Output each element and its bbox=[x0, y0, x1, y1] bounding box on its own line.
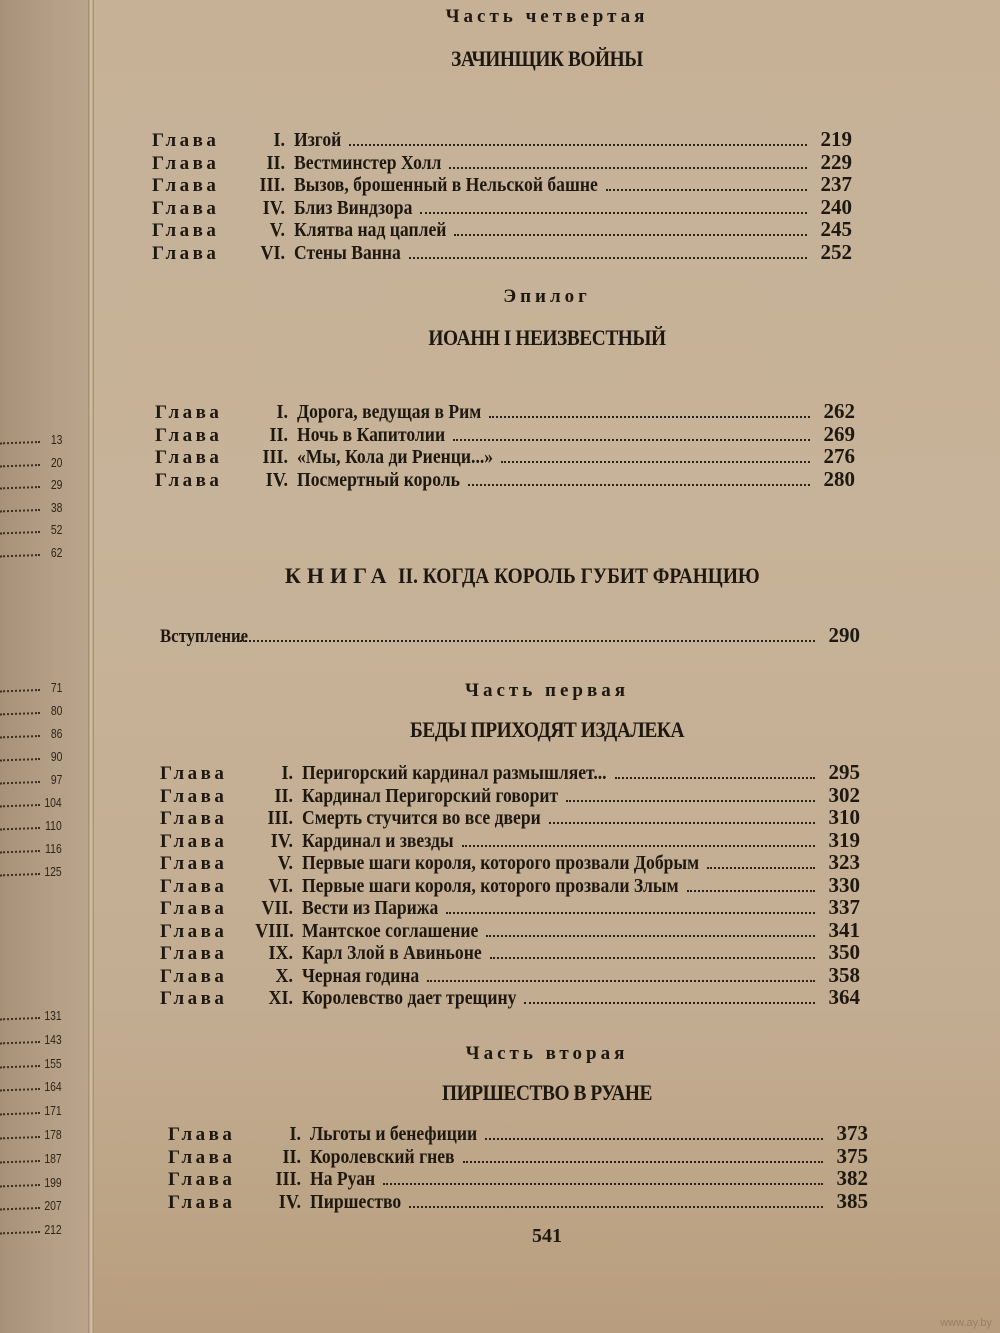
left-page-number: 86 bbox=[50, 726, 62, 741]
toc-entry-title: На Руан bbox=[310, 1168, 376, 1190]
toc-leader-dots bbox=[566, 800, 815, 802]
left-page-leader-dots bbox=[0, 1041, 40, 1044]
toc-entry-glava: Глава bbox=[160, 898, 228, 919]
toc-entry[interactable] bbox=[168, 1121, 868, 1144]
toc-entry-glava: Глава bbox=[160, 830, 228, 852]
left-page-leader-dots bbox=[0, 1231, 40, 1234]
toc-leader-dots bbox=[449, 167, 807, 169]
left-page-entry bbox=[0, 540, 62, 560]
left-page-entry bbox=[0, 1122, 62, 1142]
part1-heading bbox=[94, 680, 1000, 702]
left-page-number: 131 bbox=[44, 1008, 62, 1023]
toc-leader-dots bbox=[501, 461, 810, 463]
toc-entry-title: Вестминстер Холл bbox=[294, 151, 442, 174]
left-page-entry bbox=[0, 1051, 62, 1071]
left-page-leader-dots bbox=[0, 873, 40, 876]
toc-leader-dots bbox=[490, 957, 815, 959]
toc-entry-page: 302 bbox=[828, 782, 860, 807]
left-page-leader-dots bbox=[0, 689, 40, 692]
toc-entry-title: Смерть стучится во все двери bbox=[302, 807, 541, 829]
toc-entry-title: Посмертный король bbox=[297, 468, 460, 491]
toc-entry-page: 364 bbox=[828, 985, 860, 1009]
toc-entry-number: I. bbox=[276, 401, 288, 423]
toc-entry-number: VII. bbox=[261, 897, 293, 919]
toc-entry-title: Первые шаги короля, которого прозвали Добрым bbox=[302, 852, 700, 874]
epilogue-title-wrap bbox=[94, 325, 1000, 351]
toc-leader-dots bbox=[453, 439, 810, 441]
left-page-number: 207 bbox=[44, 1198, 62, 1214]
part2-title-wrap bbox=[94, 1080, 1000, 1106]
toc-leader-dots bbox=[524, 1002, 815, 1004]
toc-leader-dots bbox=[485, 1138, 823, 1140]
toc-entry-title: Пиршество bbox=[310, 1190, 402, 1213]
toc-entry-page: 262 bbox=[823, 399, 855, 423]
left-page-leader-dots bbox=[0, 554, 40, 557]
toc-leader-dots bbox=[549, 822, 815, 824]
toc-entry-title: Стены Ванна bbox=[294, 241, 401, 264]
toc-entry-title: Клятва над цаплей bbox=[294, 219, 447, 241]
epilogue-label: Эпилог bbox=[503, 286, 591, 307]
toc-entry-page: 280 bbox=[823, 466, 855, 491]
toc-entry-number: IX. bbox=[268, 942, 293, 964]
toc-entry[interactable] bbox=[160, 940, 860, 963]
toc-leader-dots bbox=[462, 845, 815, 847]
toc-entry-number: VI. bbox=[260, 241, 285, 264]
toc-leader-dots bbox=[489, 416, 810, 418]
left-page-entry bbox=[0, 1170, 62, 1190]
left-page-number: 199 bbox=[44, 1174, 62, 1190]
part4-title: ЗАЧИНЩИК ВОЙНЫ bbox=[451, 46, 643, 71]
toc-entry[interactable] bbox=[160, 850, 860, 873]
toc-entry[interactable] bbox=[160, 985, 860, 1008]
toc-entry[interactable] bbox=[160, 873, 860, 896]
left-page-leader-dots bbox=[0, 1088, 40, 1091]
left-page-leader-dots bbox=[0, 1207, 40, 1210]
epilogue-title: ИОАНН I НЕИЗВЕСТНЫЙ bbox=[428, 325, 666, 350]
toc-entry-page: 240 bbox=[820, 194, 852, 219]
left-page-number: 20 bbox=[50, 454, 62, 470]
toc-leader-dots bbox=[707, 867, 815, 869]
toc-entry-title: Карл Злой в Авиньоне bbox=[302, 942, 482, 964]
left-page-leader-dots bbox=[0, 850, 40, 853]
toc-entry-glava: Глава bbox=[160, 808, 228, 829]
toc-leader-dots bbox=[409, 257, 807, 259]
left-page-leader-dots bbox=[0, 1184, 40, 1187]
toc-entry-number: III. bbox=[275, 1168, 301, 1190]
toc-entry-glava: Глава bbox=[160, 965, 228, 987]
toc-entry-page: 319 bbox=[828, 827, 860, 852]
toc-leader-dots bbox=[240, 640, 815, 642]
left-page-number: 171 bbox=[44, 1103, 62, 1119]
toc-entry-number: IV. bbox=[265, 468, 288, 491]
toc-entry-title: Дорога, ведущая в Рим bbox=[297, 401, 482, 423]
toc-entry-title: Изгой bbox=[294, 129, 342, 151]
toc-entry-page: 276 bbox=[823, 444, 855, 468]
left-page-number: 155 bbox=[44, 1055, 62, 1071]
toc-entry-title: «Мы, Кола ди Риенци...» bbox=[297, 446, 494, 468]
toc-entry[interactable] bbox=[152, 240, 852, 263]
left-page-entry bbox=[0, 1193, 62, 1213]
left-page-entry bbox=[0, 1098, 62, 1118]
toc-entry-page: 269 bbox=[823, 421, 855, 446]
part1-chapter-list bbox=[160, 760, 860, 1008]
toc-entry-title: Кардинал Перигорский говорит bbox=[302, 784, 559, 807]
toc-entry-number: V. bbox=[277, 852, 293, 874]
toc-entry-number: IV. bbox=[270, 829, 293, 852]
toc-entry[interactable] bbox=[168, 1166, 868, 1189]
toc-entry-number: II. bbox=[282, 1145, 301, 1168]
toc-entry[interactable] bbox=[160, 805, 860, 828]
left-page-entry bbox=[0, 1074, 62, 1094]
toc-leader-dots bbox=[383, 1183, 823, 1185]
book2-prefix: КНИГА bbox=[284, 563, 393, 588]
left-page-leader-dots bbox=[0, 781, 40, 784]
left-page-number: 164 bbox=[44, 1079, 62, 1095]
part2-title: ПИРШЕСТВО В РУАНЕ bbox=[442, 1080, 652, 1105]
toc-entry-title: Первые шаги короля, которого прозвали Злым bbox=[302, 874, 679, 897]
toc-entry-glava: Глава bbox=[168, 1124, 236, 1145]
toc-leader-dots bbox=[468, 484, 810, 486]
epilogue-heading bbox=[94, 286, 1000, 308]
toc-entry-page: 373 bbox=[836, 1121, 868, 1145]
toc-leader-dots bbox=[606, 189, 807, 191]
toc-entry-glava: Глава bbox=[152, 152, 220, 174]
toc-entry-glava: Глава bbox=[155, 424, 223, 446]
left-page-entry bbox=[0, 450, 62, 470]
toc-entry-number: VIII. bbox=[255, 919, 294, 942]
toc-entry-title: Ночь в Капитолии bbox=[297, 423, 446, 446]
left-page-leader-dots bbox=[0, 509, 40, 512]
toc-entry-glava: Глава bbox=[168, 1191, 236, 1213]
part1-title: БЕДЫ ПРИХОДЯТ ИЗДАЛЕКА bbox=[409, 717, 685, 742]
toc-entry-page: 337 bbox=[828, 895, 860, 919]
toc-entry[interactable] bbox=[155, 444, 855, 467]
toc-entry-number: III. bbox=[259, 174, 285, 196]
left-page-leader-dots bbox=[0, 1017, 40, 1020]
toc-entry-page: 290 bbox=[828, 623, 860, 647]
left-page-entry bbox=[0, 517, 62, 537]
left-page-leader-dots bbox=[0, 1065, 40, 1068]
toc-entry-number: IV. bbox=[262, 196, 285, 219]
toc-entry[interactable] bbox=[155, 422, 855, 445]
watermark: www.ay.by bbox=[940, 1317, 992, 1329]
left-page-entry bbox=[0, 744, 62, 764]
left-page-leader-dots bbox=[0, 827, 40, 830]
left-page-leader-dots bbox=[0, 735, 40, 738]
toc-entry-title: Черная година bbox=[302, 964, 420, 987]
toc-entry-number: II. bbox=[266, 151, 285, 174]
book2-heading bbox=[94, 563, 1000, 589]
left-page-entry bbox=[0, 1003, 62, 1023]
toc-entry-page: 358 bbox=[828, 962, 860, 987]
toc-entry-glava: Глава bbox=[155, 447, 223, 468]
left-page-leader-dots bbox=[0, 531, 40, 534]
toc-entry[interactable] bbox=[160, 895, 860, 918]
part4-chapter-list bbox=[152, 127, 852, 262]
toc-entry-page: 350 bbox=[828, 940, 860, 964]
toc-leader-dots bbox=[409, 1206, 823, 1208]
left-page-number: 62 bbox=[50, 544, 62, 560]
toc-entry-number: III. bbox=[267, 807, 293, 829]
toc-entry-glava: Глава bbox=[160, 763, 228, 784]
toc-entry[interactable] bbox=[155, 399, 855, 422]
toc-entry[interactable] bbox=[160, 918, 860, 941]
part2-label: Часть вторая bbox=[465, 1043, 629, 1064]
toc-entry-glava: Глава bbox=[152, 220, 220, 241]
left-page-number: 104 bbox=[44, 795, 62, 810]
toc-entry-number: VI. bbox=[268, 874, 293, 897]
toc-entry-number: X. bbox=[275, 964, 293, 987]
toc-entry[interactable] bbox=[168, 1189, 868, 1212]
page-number: 541 bbox=[532, 1225, 562, 1247]
left-page-leader-dots bbox=[0, 1160, 40, 1163]
toc-leader-dots bbox=[486, 935, 815, 937]
toc-entry[interactable] bbox=[152, 172, 852, 195]
part1-label: Часть первая bbox=[465, 680, 629, 701]
toc-entry-glava: Глава bbox=[152, 175, 220, 196]
left-page-number: 125 bbox=[44, 864, 62, 879]
toc-entry-number: I. bbox=[281, 762, 293, 784]
toc-entry-title: Льготы и бенефиции bbox=[310, 1123, 478, 1145]
part4-label: Часть четвертая bbox=[445, 6, 649, 27]
toc-leader-dots bbox=[687, 890, 815, 892]
left-page-entry bbox=[0, 1217, 62, 1237]
book2-title bbox=[94, 563, 1000, 589]
toc-entry-number: IV. bbox=[278, 1190, 301, 1213]
left-page-entry bbox=[0, 698, 62, 718]
toc-entry-page: 229 bbox=[820, 149, 852, 174]
toc-entry[interactable] bbox=[155, 467, 855, 490]
left-page bbox=[0, 0, 92, 1333]
toc-entry-glava: Глава bbox=[168, 1169, 236, 1190]
toc-leader-dots bbox=[420, 212, 807, 214]
toc-entry-title: Кардинал и звезды bbox=[302, 829, 454, 852]
toc-entry-glava: Глава bbox=[152, 130, 220, 151]
left-page-entry bbox=[0, 767, 62, 787]
toc-leader-dots bbox=[463, 1161, 823, 1163]
left-page-entry bbox=[0, 472, 62, 492]
toc-entry-page: 375 bbox=[836, 1143, 868, 1168]
toc-entry-number: II. bbox=[274, 784, 293, 807]
left-page-number: 71 bbox=[50, 680, 62, 695]
left-page-leader-dots bbox=[0, 1136, 40, 1139]
left-page-number: 187 bbox=[44, 1150, 62, 1166]
toc-entry[interactable] bbox=[160, 828, 860, 851]
left-page-entry bbox=[0, 675, 62, 695]
left-page-entry bbox=[0, 721, 62, 741]
toc-entry-page: 252 bbox=[820, 239, 852, 264]
left-page-leader-dots bbox=[0, 804, 40, 807]
left-page-entry bbox=[0, 427, 62, 447]
left-page-entry bbox=[0, 1027, 62, 1047]
toc-entry-title: Вызов, брошенный в Нельской башне bbox=[294, 174, 598, 196]
toc-entry-number: I. bbox=[273, 129, 285, 151]
left-page-number: 13 bbox=[50, 432, 62, 447]
left-page-number: 38 bbox=[50, 499, 62, 515]
toc-entry-glava: Глава bbox=[152, 197, 220, 219]
toc-entry-page: 237 bbox=[820, 172, 852, 196]
part2-heading bbox=[94, 1043, 1000, 1065]
toc-leader-dots bbox=[454, 234, 807, 236]
toc-entry-page: 385 bbox=[836, 1188, 868, 1213]
toc-entry[interactable] bbox=[168, 1144, 868, 1167]
left-page-entry bbox=[0, 813, 62, 833]
left-page-number: 143 bbox=[44, 1031, 62, 1047]
left-page-number: 97 bbox=[50, 772, 62, 787]
toc-entry[interactable] bbox=[160, 760, 860, 783]
left-page-leader-dots bbox=[0, 712, 40, 715]
toc-leader-dots bbox=[427, 980, 815, 982]
toc-entry-title: Вести из Парижа bbox=[302, 897, 439, 919]
toc-entry-number: XI. bbox=[268, 987, 293, 1009]
left-page-number: 52 bbox=[50, 522, 62, 537]
toc-entry-title: Близ Виндзора bbox=[294, 196, 413, 219]
toc-entry-title: Вступление bbox=[160, 626, 249, 647]
toc-leader-dots bbox=[446, 912, 815, 914]
toc-entry-glava: Глава bbox=[160, 943, 228, 964]
toc-entry-page: 219 bbox=[820, 127, 852, 151]
left-page-number: 90 bbox=[50, 749, 62, 764]
toc-entry-title: Королевство дает трещину bbox=[302, 987, 517, 1009]
toc-entry[interactable] bbox=[152, 150, 852, 173]
toc-entry-glava: Глава bbox=[155, 469, 223, 491]
toc-entry[interactable] bbox=[152, 127, 852, 150]
toc-entry-glava: Глава bbox=[160, 853, 228, 874]
toc-entry-glava: Глава bbox=[168, 1146, 236, 1168]
left-page-number: 116 bbox=[45, 841, 62, 856]
left-page-number: 29 bbox=[50, 477, 62, 492]
toc-entry-title: Королевский гнев bbox=[310, 1145, 455, 1168]
book2-intro bbox=[160, 623, 860, 647]
left-page-leader-dots bbox=[0, 464, 40, 467]
toc-entry-page: 330 bbox=[828, 872, 860, 897]
left-page-number: 110 bbox=[45, 818, 62, 833]
left-page-entry bbox=[0, 495, 62, 515]
left-page-entry bbox=[0, 836, 62, 856]
toc-entry-glava: Глава bbox=[155, 402, 223, 423]
part1-title-wrap bbox=[94, 717, 1000, 743]
toc-entry-intro[interactable] bbox=[160, 623, 860, 647]
left-page-leader-dots bbox=[0, 1112, 40, 1115]
left-page-number: 212 bbox=[44, 1222, 62, 1238]
left-page-entry bbox=[0, 859, 62, 879]
toc-entry-glava: Глава bbox=[152, 242, 220, 264]
part4-title-wrap bbox=[94, 46, 1000, 72]
left-page-leader-dots bbox=[0, 441, 40, 444]
part4-heading bbox=[94, 6, 1000, 28]
toc-entry-glava: Глава bbox=[160, 875, 228, 897]
toc-entry-glava: Глава bbox=[160, 988, 228, 1009]
toc-entry-glava: Глава bbox=[160, 785, 228, 807]
toc-leader-dots bbox=[615, 777, 815, 779]
toc-entry-title: Мантское соглашение bbox=[302, 919, 479, 942]
left-page-number: 80 bbox=[50, 703, 62, 718]
left-page-leader-dots bbox=[0, 486, 40, 489]
toc-entry[interactable] bbox=[152, 217, 852, 240]
toc-entry-number: III. bbox=[262, 446, 288, 468]
epilogue-chapter-list bbox=[155, 399, 855, 489]
toc-entry-title: Перигорский кардинал размышляет... bbox=[302, 762, 607, 784]
toc-entry[interactable] bbox=[152, 195, 852, 218]
toc-entry[interactable] bbox=[160, 963, 860, 986]
book2-title-text: II. КОГДА КОРОЛЬ ГУБИТ ФРАНЦИЮ bbox=[398, 563, 760, 588]
part2-chapter-list bbox=[168, 1121, 868, 1211]
left-page-leader-dots bbox=[0, 758, 40, 761]
toc-entry-number: I. bbox=[289, 1123, 301, 1145]
toc-entry[interactable] bbox=[160, 783, 860, 806]
left-page-entry bbox=[0, 1146, 62, 1166]
toc-leader-dots bbox=[349, 144, 807, 146]
toc-entry-page: 295 bbox=[828, 760, 860, 784]
toc-entry-page: 382 bbox=[836, 1166, 868, 1190]
left-page-entry bbox=[0, 790, 62, 810]
toc-entry-page: 310 bbox=[828, 805, 860, 829]
toc-entry-page: 323 bbox=[828, 850, 860, 874]
toc-entry-page: 245 bbox=[820, 217, 852, 241]
toc-entry-number: II. bbox=[269, 423, 288, 446]
toc-entry-glava: Глава bbox=[160, 920, 228, 942]
toc-entry-number: V. bbox=[269, 219, 285, 241]
left-page-number: 178 bbox=[44, 1127, 62, 1142]
toc-entry-page: 341 bbox=[828, 917, 860, 942]
